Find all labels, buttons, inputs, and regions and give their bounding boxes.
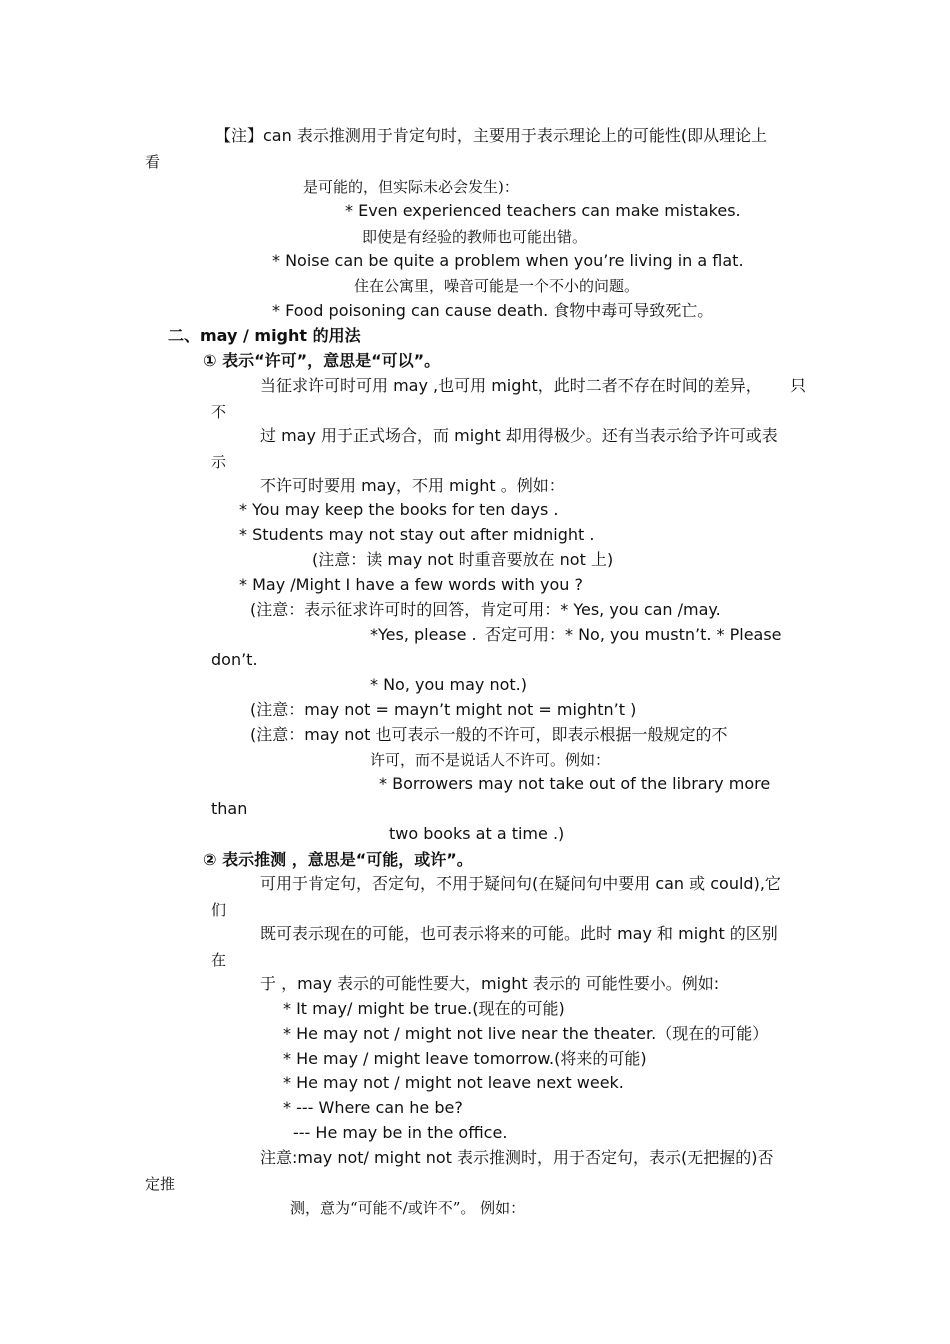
- example-sentence: * He may not / might not leave next week.: [283, 1073, 624, 1092]
- text-line: 在: [211, 951, 227, 969]
- text-line: 是可能的，但实际未必会发生)：: [303, 178, 519, 196]
- text-line: 可用于肯定句，否定句，不用于疑问句(在疑问句中要用 can 或 could),它: [260, 874, 781, 893]
- section-heading: 二、may / might 的用法: [168, 326, 361, 345]
- text-line: 过 may 用于正式场合，而 might 却用得极少。还有当表示给予许可或表: [260, 426, 778, 445]
- text-line: 许可，而不是说话人不许可。例如：: [370, 751, 611, 769]
- text-line: * No, you may not.): [370, 675, 527, 694]
- text-line: 看: [145, 153, 161, 171]
- text-line: 只: [790, 376, 807, 395]
- text-line: * Noise can be quite a problem when you’re living in a flat.: [272, 251, 744, 270]
- text-line: 不许可时要用 may，不用 might 。例如：: [260, 476, 565, 495]
- text-line: two books at a time .): [389, 824, 565, 843]
- example-sentence: * He may / might leave tomorrow.(将来的可能): [283, 1049, 647, 1068]
- text-line: (注意：may not = mayn’t might not = mightn’t ): [250, 700, 637, 719]
- example-sentence: * It may/ might be true.(现在的可能): [283, 999, 565, 1018]
- text-line: * Even experienced teachers can make mistakes.: [345, 201, 741, 220]
- example-sentence: * Students may not stay out after midnight .: [239, 525, 595, 544]
- text-line: 住在公寓里，噪音可能是一个不小的问题。: [354, 277, 640, 295]
- text-line: 定推: [145, 1175, 176, 1193]
- example-sentence: * --- Where can he be?: [283, 1098, 463, 1117]
- text-line: 示: [211, 453, 227, 471]
- example-sentence: * He may not / might not live near the theater.（现在的可能）: [283, 1024, 769, 1043]
- text-line: 不: [211, 403, 227, 421]
- text-line: 测，意为“可能不/或许不”。 例如：: [290, 1199, 526, 1217]
- text-line: *Yes, please .: [370, 625, 477, 644]
- text-line: 于 ，may 表示的可能性要大，might 表示的 可能性要小。例如:: [260, 974, 720, 993]
- text-line: (注意：读 may not 时重音要放在 not 上): [312, 550, 614, 569]
- example-sentence: --- He may be in the office.: [293, 1123, 508, 1142]
- text-line: 既可表示现在的可能，也可表示将来的可能。此时 may 和 might 的区别: [260, 924, 778, 943]
- text-line: 【注】can 表示推测用于肯定句时，主要用于表示理论上的可能性(即从理论上: [215, 126, 768, 145]
- text-line: (注意：表示征求许可时的回答，肯定可用：* Yes, you can /may.: [250, 600, 721, 619]
- text-line: don’t.: [211, 650, 258, 669]
- text-line: than: [211, 799, 248, 818]
- text-line: 当征求许可时可用 may ,也可用 might，此时二者不存在时间的差异，: [260, 376, 762, 395]
- subsection-heading: ② 表示推测 ，意思是“可能，或许”。: [203, 850, 473, 869]
- text-line: 注意:may not/ might not 表示推测时，用于否定句，表示(无把握的)否: [260, 1148, 774, 1167]
- example-sentence: * May /Might I have a few words with you ?: [239, 575, 583, 594]
- text-line: 即使是有经验的教师也可能出错。: [362, 228, 588, 246]
- text-line: 们: [211, 901, 227, 919]
- subsection-heading: ① 表示“许可”，意思是“可以”。: [203, 351, 441, 370]
- example-sentence: * Borrowers may not take out of the library more: [379, 774, 771, 793]
- text-line: (注意：may not 也可表示一般的不许可，即表示根据一般规定的不: [250, 725, 728, 744]
- text-line: * Food poisoning can cause death. 食物中毒可导致死亡。: [272, 301, 714, 320]
- example-sentence: * You may keep the books for ten days .: [239, 500, 559, 519]
- text-line: 否定可用：* No, you mustn’t. * Please: [485, 625, 782, 644]
